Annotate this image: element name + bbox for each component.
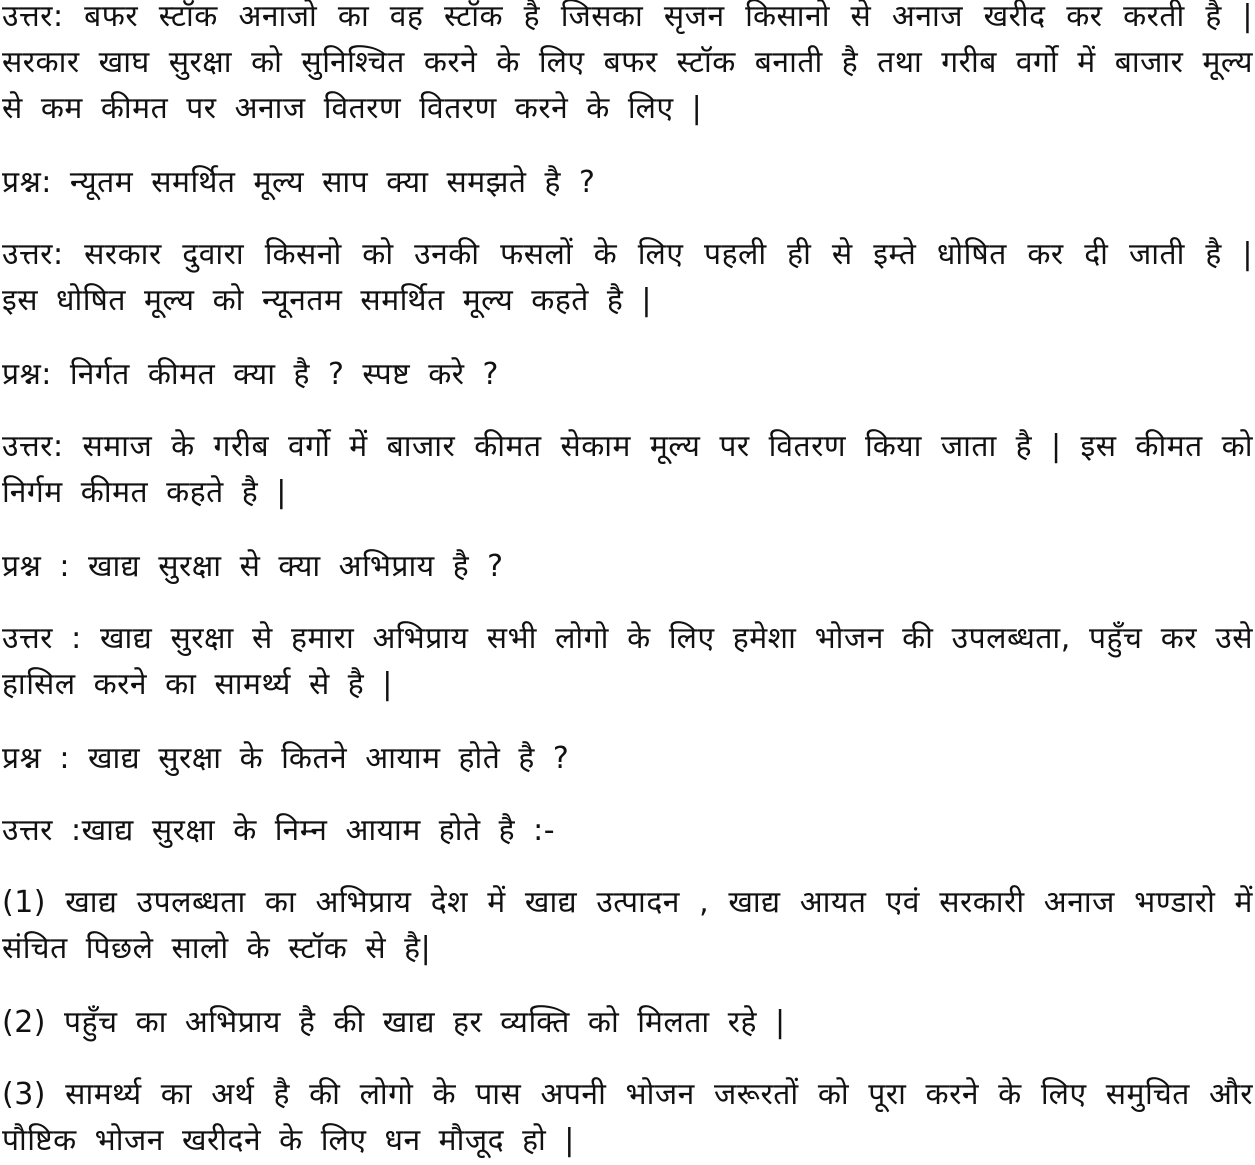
list-item-availability: (1) खाद्य उपलब्धता का अभिप्राय देश में खाद्य उत्पादन , खाद्य आयत एवं सरकारी अनाज भण्डारो में संचित पिछले सालो के स्टॉक से है| <box>2 885 1253 966</box>
answer-minimum-support-price: उत्तर: सरकार दुवारा किसनो को उनकी फसलों के लिए पहली ही से इम्ते धोषित कर दी जाती है | इस धोषित मूल्य को न्यूनतम समर्थित मूल्य कहते है | <box>2 237 1253 318</box>
answer-food-security: उत्तर : खाद्य सुरक्षा से हमारा अभिप्राय सभी लोगो के लिए हमेशा भोजन की उपलब्धता, पहुँच कर उसे हासिल करने का सामर्थ्य से है | <box>2 621 1253 702</box>
question-issue-price: प्रश्न: निर्गत कीमत क्या है ? स्पष्ट करे ? <box>2 357 499 392</box>
question-food-security: प्रश्न : खाद्य सुरक्षा से क्या अभिप्राय है ? <box>2 549 504 584</box>
answer-food-security-dimensions: उत्तर :खाद्य सुरक्षा के निम्न आयाम होते है :- <box>2 813 556 848</box>
question-minimum-support-price: प्रश्न: न्यूतम समर्थित मूल्य साप क्या समझते है ? <box>2 165 596 200</box>
list-item-access: (2) पहुँच का अभिप्राय है की खाद्य हर व्यक्ति को मिलता रहे | <box>2 1005 786 1040</box>
answer-issue-price: उत्तर: समाज के गरीब वर्गो में बाजार कीमत सेकाम मूल्य पर वितरण किया जाता है | इस कीमत को निर्गम कीमत कहते है | <box>2 429 1253 510</box>
answer-buffer-stock: उत्तर: बफर स्टॉक अनाजो का वह स्टॉक है जिसका सृजन किसानो से अनाज खरीद कर करती है | सरकार खाघ सुरक्षा को सुनिश्चित करने के लिए बफर स्टॉक बनाती है तथा गरीब वर्गो में बाजार मूल्य से कम कीमत पर अनाज वितरण वितरण करने के लिए | <box>2 0 1253 126</box>
list-item-affordability: (3) सामर्थ्य का अर्थ है की लोगो के पास अपनी भोजन जरूरतों को पूरा करने के लिए समुचित और पौष्टिक भोजन खरीदने के लिए धन मौजूद हो | <box>2 1077 1253 1158</box>
question-food-security-dimensions: प्रश्न : खाद्य सुरक्षा के कितने आयाम होते है ? <box>2 741 570 776</box>
